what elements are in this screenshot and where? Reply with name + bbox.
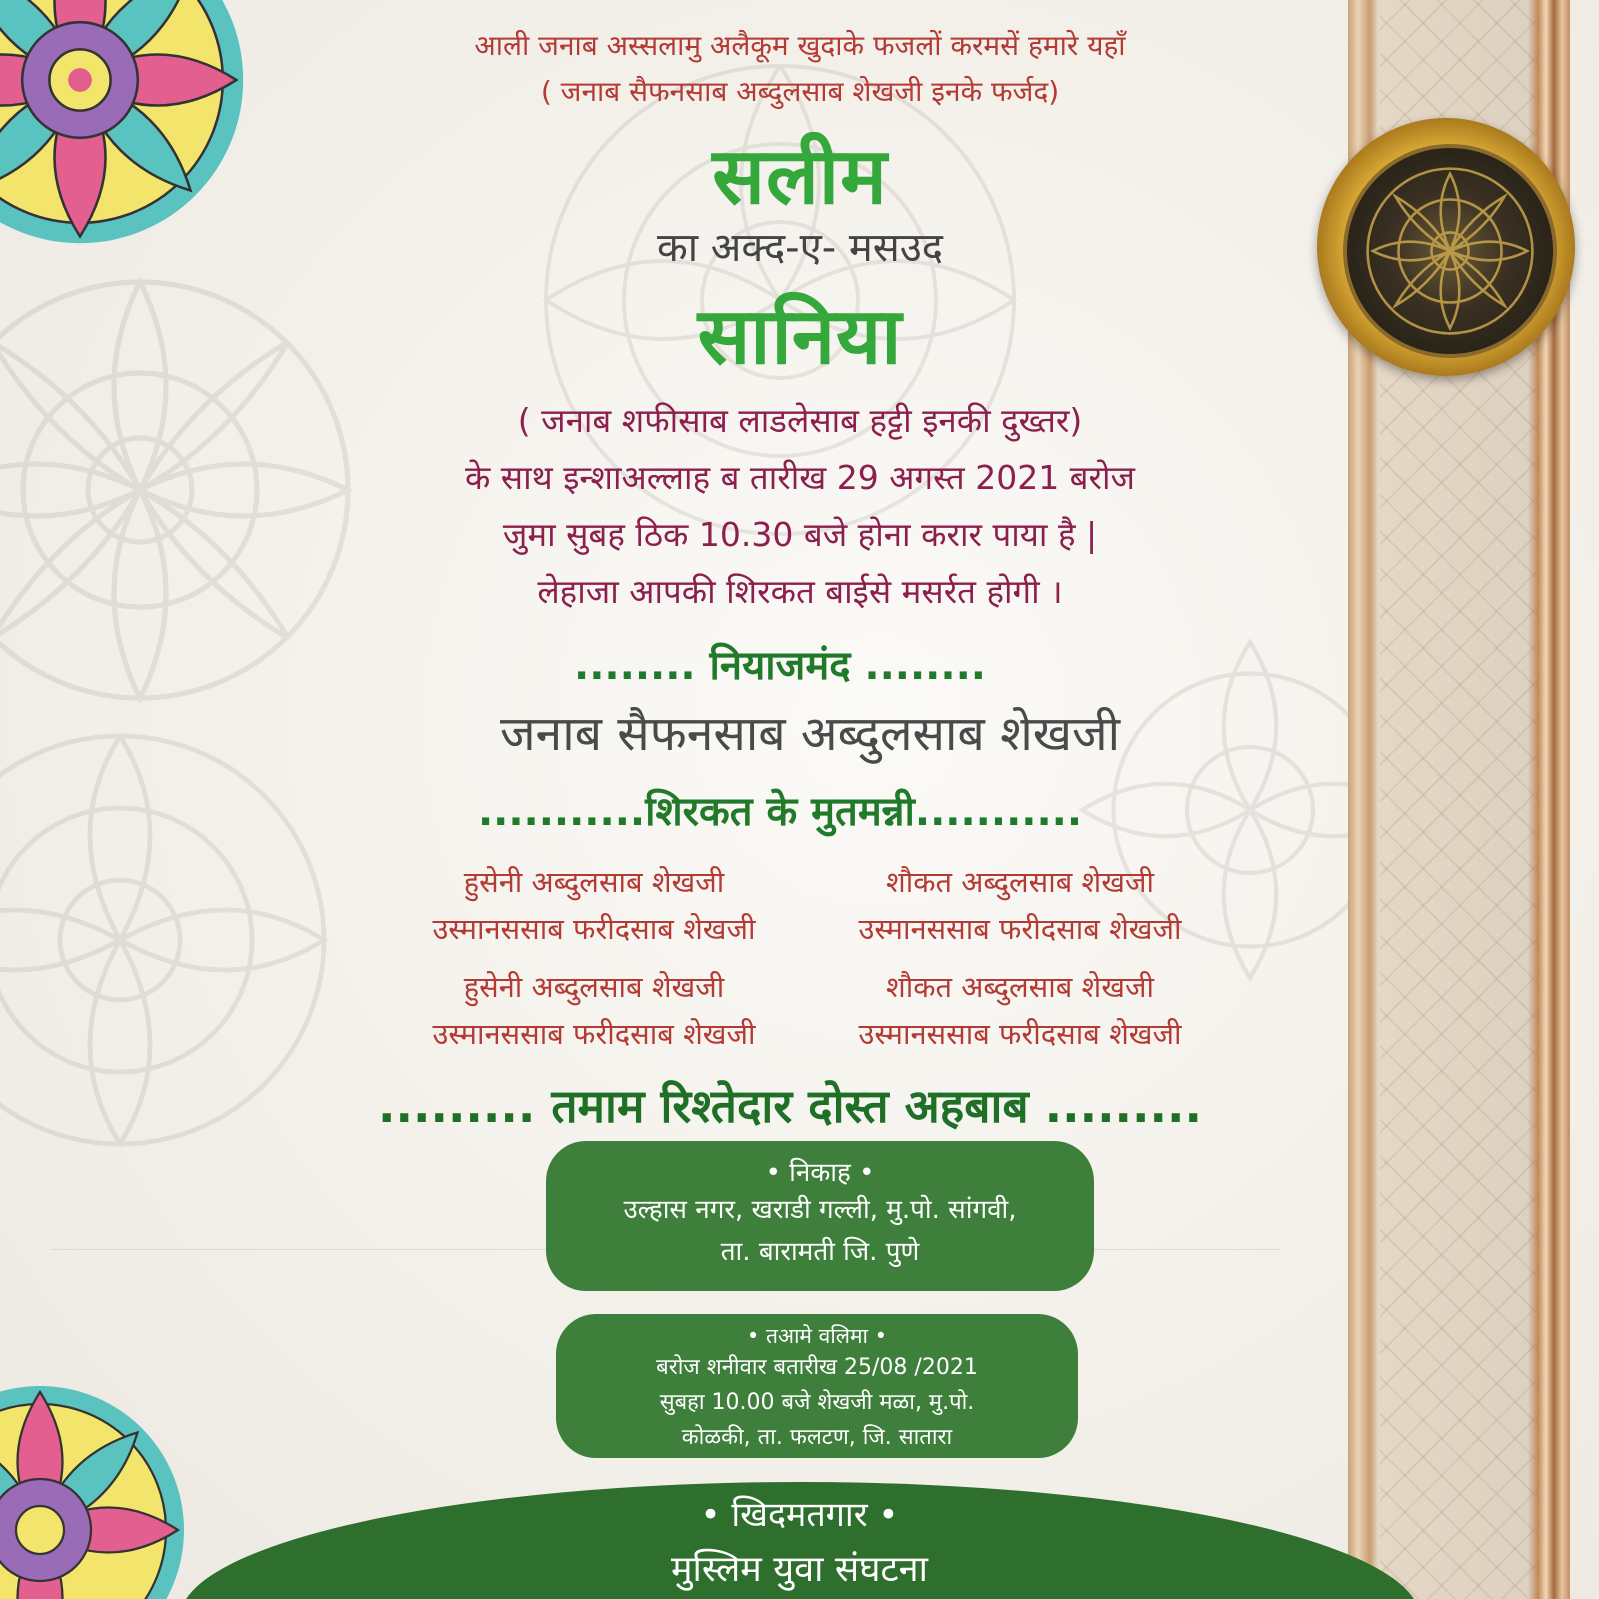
walima-line-3: कोळकी, ता. फलटण, जि. सातारा	[681, 1425, 953, 1450]
groom-name: सलीम	[712, 132, 888, 222]
nikah-title: • निकाह •	[765, 1158, 875, 1188]
relatives-heading: ...........शिरकत के मुतमन्नी...........	[477, 789, 1083, 835]
relative-left-4: उस्मानससाब फरीदसाब शेखजी	[432, 1017, 756, 1051]
details-line-3: जुमा सुबह ठिक 10.30 बजे होना करार पाया है |	[502, 515, 1098, 554]
walima-venue-box	[556, 1314, 1078, 1458]
host-name: जनाब सैफनसाब अब्दुलसाब शेखजी	[499, 706, 1121, 762]
nikah-venue-box	[546, 1141, 1094, 1291]
details-line-1: ( जनाब शफीसाब लाडलेसाब हट्टी इनकी दुख्तर)	[517, 401, 1083, 440]
intro-line-1: आली जनाब अस्सलामु अलैकूम खुदाके फजलों करमसें हमारे यहाँ	[474, 29, 1126, 62]
intro-line-2: ( जनाब सैफनसाब अब्दुलसाब शेखजी इनके फर्जद)	[540, 75, 1060, 108]
relative-left-3: हुसेनी अब्दुलसाब शेखजी	[463, 970, 725, 1004]
relative-right-1: शौकत अब्दुलसाब शेखजी	[885, 865, 1155, 899]
relative-right-2: उस्मानससाब फरीदसाब शेखजी	[858, 912, 1182, 946]
bride-name: सानिया	[697, 292, 903, 382]
nikah-address-line-1: उल्हास नगर, खराडी गल्ली, मु.पो. सांगवी,	[623, 1195, 1017, 1225]
background-mandala-icon	[0, 230, 400, 750]
relative-left-2: उस्मानससाब फरीदसाब शेखजी	[432, 912, 756, 946]
walima-title: • तआमे वलिमा •	[746, 1324, 888, 1348]
walima-line-1: बरोज शनीवार बतारीख 25/08 /2021	[656, 1355, 978, 1380]
mandala-corner-icon	[0, 0, 250, 250]
walima-line-2: सुबहा 10.00 बजे शेखजी मळा, मु.पो.	[659, 1390, 975, 1415]
relative-right-4: उस्मानससाब फरीदसाब शेखजी	[858, 1017, 1182, 1051]
relative-right-3: शौकत अब्दुलसाब शेखजी	[885, 970, 1155, 1004]
details-line-4: लेहाजा आपकी शिरकत बाईसे मसर्रत होगी ।	[537, 572, 1063, 611]
relative-left-1: हुसेनी अब्दुलसाब शेखजी	[463, 865, 725, 899]
footer-title: • खिदमतगार •	[700, 1495, 899, 1535]
background-mandala-icon	[0, 700, 360, 1180]
relatives-friends-banner: ......... तमाम रिश्तेदार दोस्त अहबाब .........	[378, 1079, 1202, 1133]
joiner-text: का अक्द-ए- मसउद	[656, 225, 944, 271]
hosts-heading: ........ नियाजमंद ........	[574, 643, 986, 689]
organizer-name: मुस्लिम युवा संघटना	[671, 1549, 928, 1590]
medallion-pattern-icon	[1347, 148, 1553, 354]
medallion-center	[1343, 144, 1557, 358]
details-line-2: के साथ इन्शाअल्लाह ब तारीख 29 अगस्त 2021 बरोज	[464, 458, 1136, 497]
nikah-address-line-2: ता. बारामती जि. पुणे	[720, 1237, 920, 1267]
